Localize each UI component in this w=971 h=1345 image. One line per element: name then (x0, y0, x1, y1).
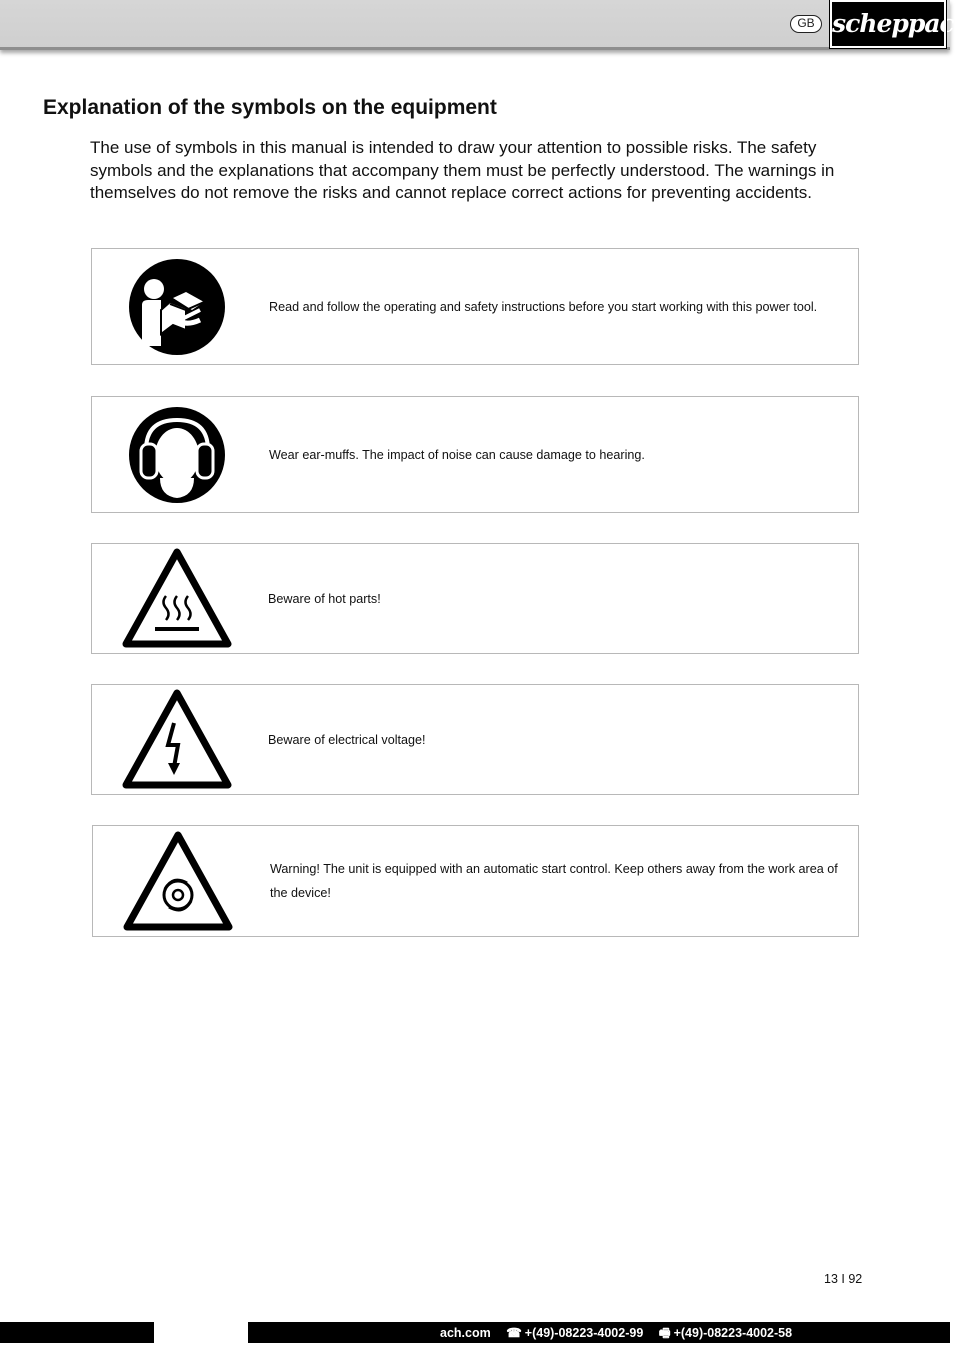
page-title: Explanation of the symbols on the equipment (43, 96, 497, 119)
symbol-row-automatic-start (92, 825, 859, 937)
symbol-row-read-manual (91, 248, 859, 365)
symbol-text: Beware of hot parts! (268, 592, 381, 606)
hot-surface-warning-icon (122, 548, 232, 648)
intro-paragraph: The use of symbols in this manual is intended to draw your attention to possible risks. The safety symbols and the explanations that accompany them must be perfectly understood. The warnings in themselves do not remove the risks and cannot replace correct actions for preventing accidents. (90, 138, 835, 202)
symbol-row-hot-parts (91, 543, 859, 654)
footer-phone: +(49)-08223-4002-99 (524, 1326, 644, 1340)
symbol-text: Beware of electrical voltage! (268, 733, 426, 747)
footer-contact (440, 1324, 802, 1345)
symbol-text: Warning! The unit is equipped with an automatic start control. Keep others away from the work area of the device! (270, 862, 838, 900)
electrical-voltage-warning-icon (122, 689, 232, 789)
page-number: 13 I 92 (824, 1272, 863, 1286)
language-badge: GB (790, 15, 822, 33)
symbol-text: Read and follow the operating and safety instructions before you start working with this power tool. (269, 300, 818, 314)
read-manual-icon (128, 258, 226, 356)
brand-logo: scheppach (830, 0, 946, 48)
symbol-row-electrical-voltage (91, 684, 859, 795)
automatic-start-warning-icon (123, 831, 233, 931)
footer-fax: +(49)-08223-4002-58 (673, 1326, 793, 1340)
phone-icon: ☎ (506, 1326, 522, 1340)
symbol-row-ear-muffs (91, 396, 859, 513)
footer-website[interactable]: ach.com (440, 1326, 491, 1340)
fax-icon: 🖷 (658, 1326, 671, 1340)
ear-muffs-icon (128, 406, 226, 504)
footer-gap (154, 1322, 248, 1343)
symbol-text: Wear ear-muffs. The impact of noise can cause damage to hearing. (269, 448, 645, 462)
